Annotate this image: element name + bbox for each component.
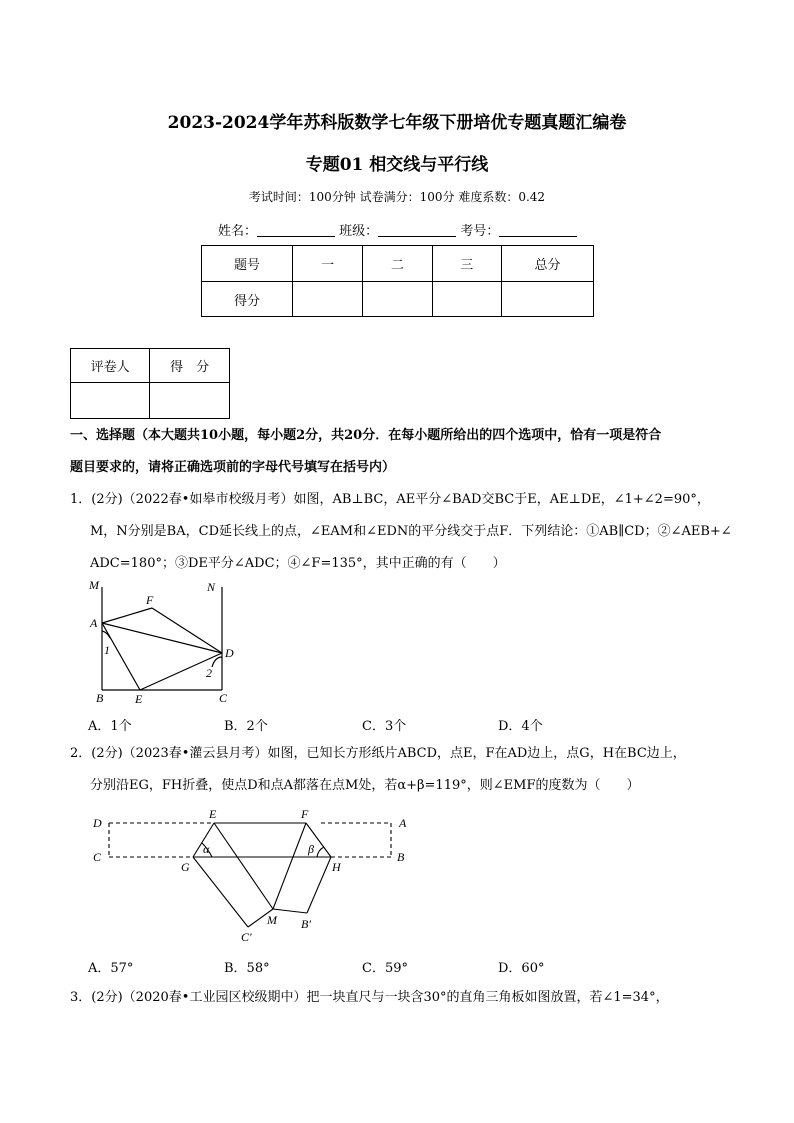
line-em <box>214 823 273 909</box>
question-2-line: 2．(2分)（2023春•灌云县月考）如图，已知长方形纸片ABCD，点E，F在AD边上，点G，H在BC边上， <box>70 746 686 761</box>
question-2-option-a[interactable]: A．57° <box>88 961 134 976</box>
question-2 <box>70 738 770 802</box>
score-header-cell: 题号 <box>202 246 293 282</box>
score-cell[interactable] <box>293 282 363 317</box>
question-1-option-b[interactable]: B．2个 <box>224 719 268 734</box>
section-line: 题目要求的，请将正确选项前的字母代号填写在括号内） <box>70 460 396 475</box>
label-alpha: α <box>203 842 210 856</box>
label-h: H <box>332 860 341 874</box>
section-line: 一、选择题（本大题共10小题，每小题2分，共20分．在每小题所给出的四个选项中，恰有一项是符合 <box>70 428 662 443</box>
line-af <box>102 608 152 623</box>
page-title: 2023-2024学年苏科版数学七年级下册培优专题真题汇编卷 <box>167 113 627 133</box>
score-header-cell: 一 <box>293 246 363 282</box>
number-label: 考号： <box>460 224 500 239</box>
class-label: 班级： <box>339 224 379 239</box>
line-hb <box>307 857 331 913</box>
question-2-option-d[interactable]: D．60° <box>498 961 545 976</box>
score-table <box>201 245 594 317</box>
label-m: M <box>89 578 99 592</box>
score-header-cell: 总分 <box>501 246 593 282</box>
question-1-option-a[interactable]: A．1个 <box>88 719 132 734</box>
question-2-line: 分别沿EG，FH折叠，使点D和点A都落在点M处，若α+β=119°，则∠EMF的度数为（ ） <box>90 778 640 793</box>
label-b: B <box>397 850 405 864</box>
score-cell[interactable] <box>432 282 501 317</box>
score-header-cell: 三 <box>432 246 501 282</box>
score-cell[interactable] <box>363 282 432 317</box>
label-f: F <box>146 593 154 607</box>
question-1-figure <box>80 575 250 710</box>
grader-table <box>70 348 230 419</box>
section-heading <box>70 420 750 484</box>
line-fm <box>273 823 306 909</box>
label-n: N <box>207 580 216 594</box>
page-subtitle: 专题01 相交线与平行线 <box>305 155 489 175</box>
label-e: E <box>135 692 143 706</box>
question-1-option-c[interactable]: C．3个 <box>362 719 407 734</box>
exam-info: 考试时间：100分钟 试卷满分：100分 难度系数：0.42 <box>248 190 546 204</box>
label-1: 1 <box>104 643 110 657</box>
label-c: C <box>219 691 228 705</box>
grader-label: 评卷人 <box>71 349 150 383</box>
label-d: D <box>93 816 102 830</box>
angle-2-arc <box>212 657 222 667</box>
score-header-cell: 二 <box>363 246 432 282</box>
question-1-line: ADC=180°；③DE平分∠ADC；④∠F=135°，其中正确的有（ ） <box>90 556 506 571</box>
student-info-line <box>218 220 577 239</box>
question-2-option-b[interactable]: B．58° <box>224 961 270 976</box>
question-1-option-d[interactable]: D．4个 <box>498 719 543 734</box>
score-cell[interactable] <box>501 282 593 317</box>
label-beta: β <box>308 842 314 856</box>
label-e: E <box>209 807 217 821</box>
label-m: M <box>267 913 277 927</box>
score-row-label: 得分 <box>202 282 293 317</box>
score-label: 得 分 <box>150 349 230 383</box>
label-b-prime: B′ <box>301 917 311 931</box>
grader-score-cell[interactable] <box>150 383 230 419</box>
label-f: F <box>301 807 309 821</box>
label-g: G <box>181 860 190 874</box>
question-2-option-c[interactable]: C．59° <box>362 961 408 976</box>
question-1 <box>70 484 770 580</box>
angle-beta-arc <box>317 847 324 857</box>
label-d: D <box>225 646 234 660</box>
label-c-prime: C′ <box>241 930 252 944</box>
question-1-line: 1．(2分)（2022春•如皋市校级月考）如图，AB⊥BC，AE平分∠BAD交BC于E，AE⊥DE，∠1+∠2=90°， <box>70 492 710 507</box>
line-mb <box>273 909 307 913</box>
question-3 <box>70 982 780 1014</box>
line-fd <box>152 608 222 653</box>
label-c: C <box>93 850 102 864</box>
grader-cell[interactable] <box>71 383 150 419</box>
label-a: A <box>399 816 407 830</box>
line-gc <box>193 857 248 927</box>
question-2-figure <box>85 805 415 945</box>
line-ad <box>102 623 222 653</box>
class-blank[interactable] <box>378 222 456 237</box>
name-label: 姓名： <box>218 224 258 239</box>
dashed-rectangle <box>109 823 391 857</box>
label-b: B <box>96 691 104 705</box>
question-3-line: 3．(2分)（2020春•工业园区校级期中）把一块直尺与一块含30°的直角三角板如图放置，若∠1=34°， <box>70 990 669 1005</box>
question-1-line: M，N分别是BA，CD延长线上的点，∠EAM和∠EDN的平分线交于点F．下列结论：①AB∥CD；②∠AEB+∠ <box>90 524 732 539</box>
number-blank[interactable] <box>499 222 577 237</box>
name-blank[interactable] <box>257 222 335 237</box>
label-2: 2 <box>206 666 212 680</box>
label-a: A <box>90 616 98 630</box>
